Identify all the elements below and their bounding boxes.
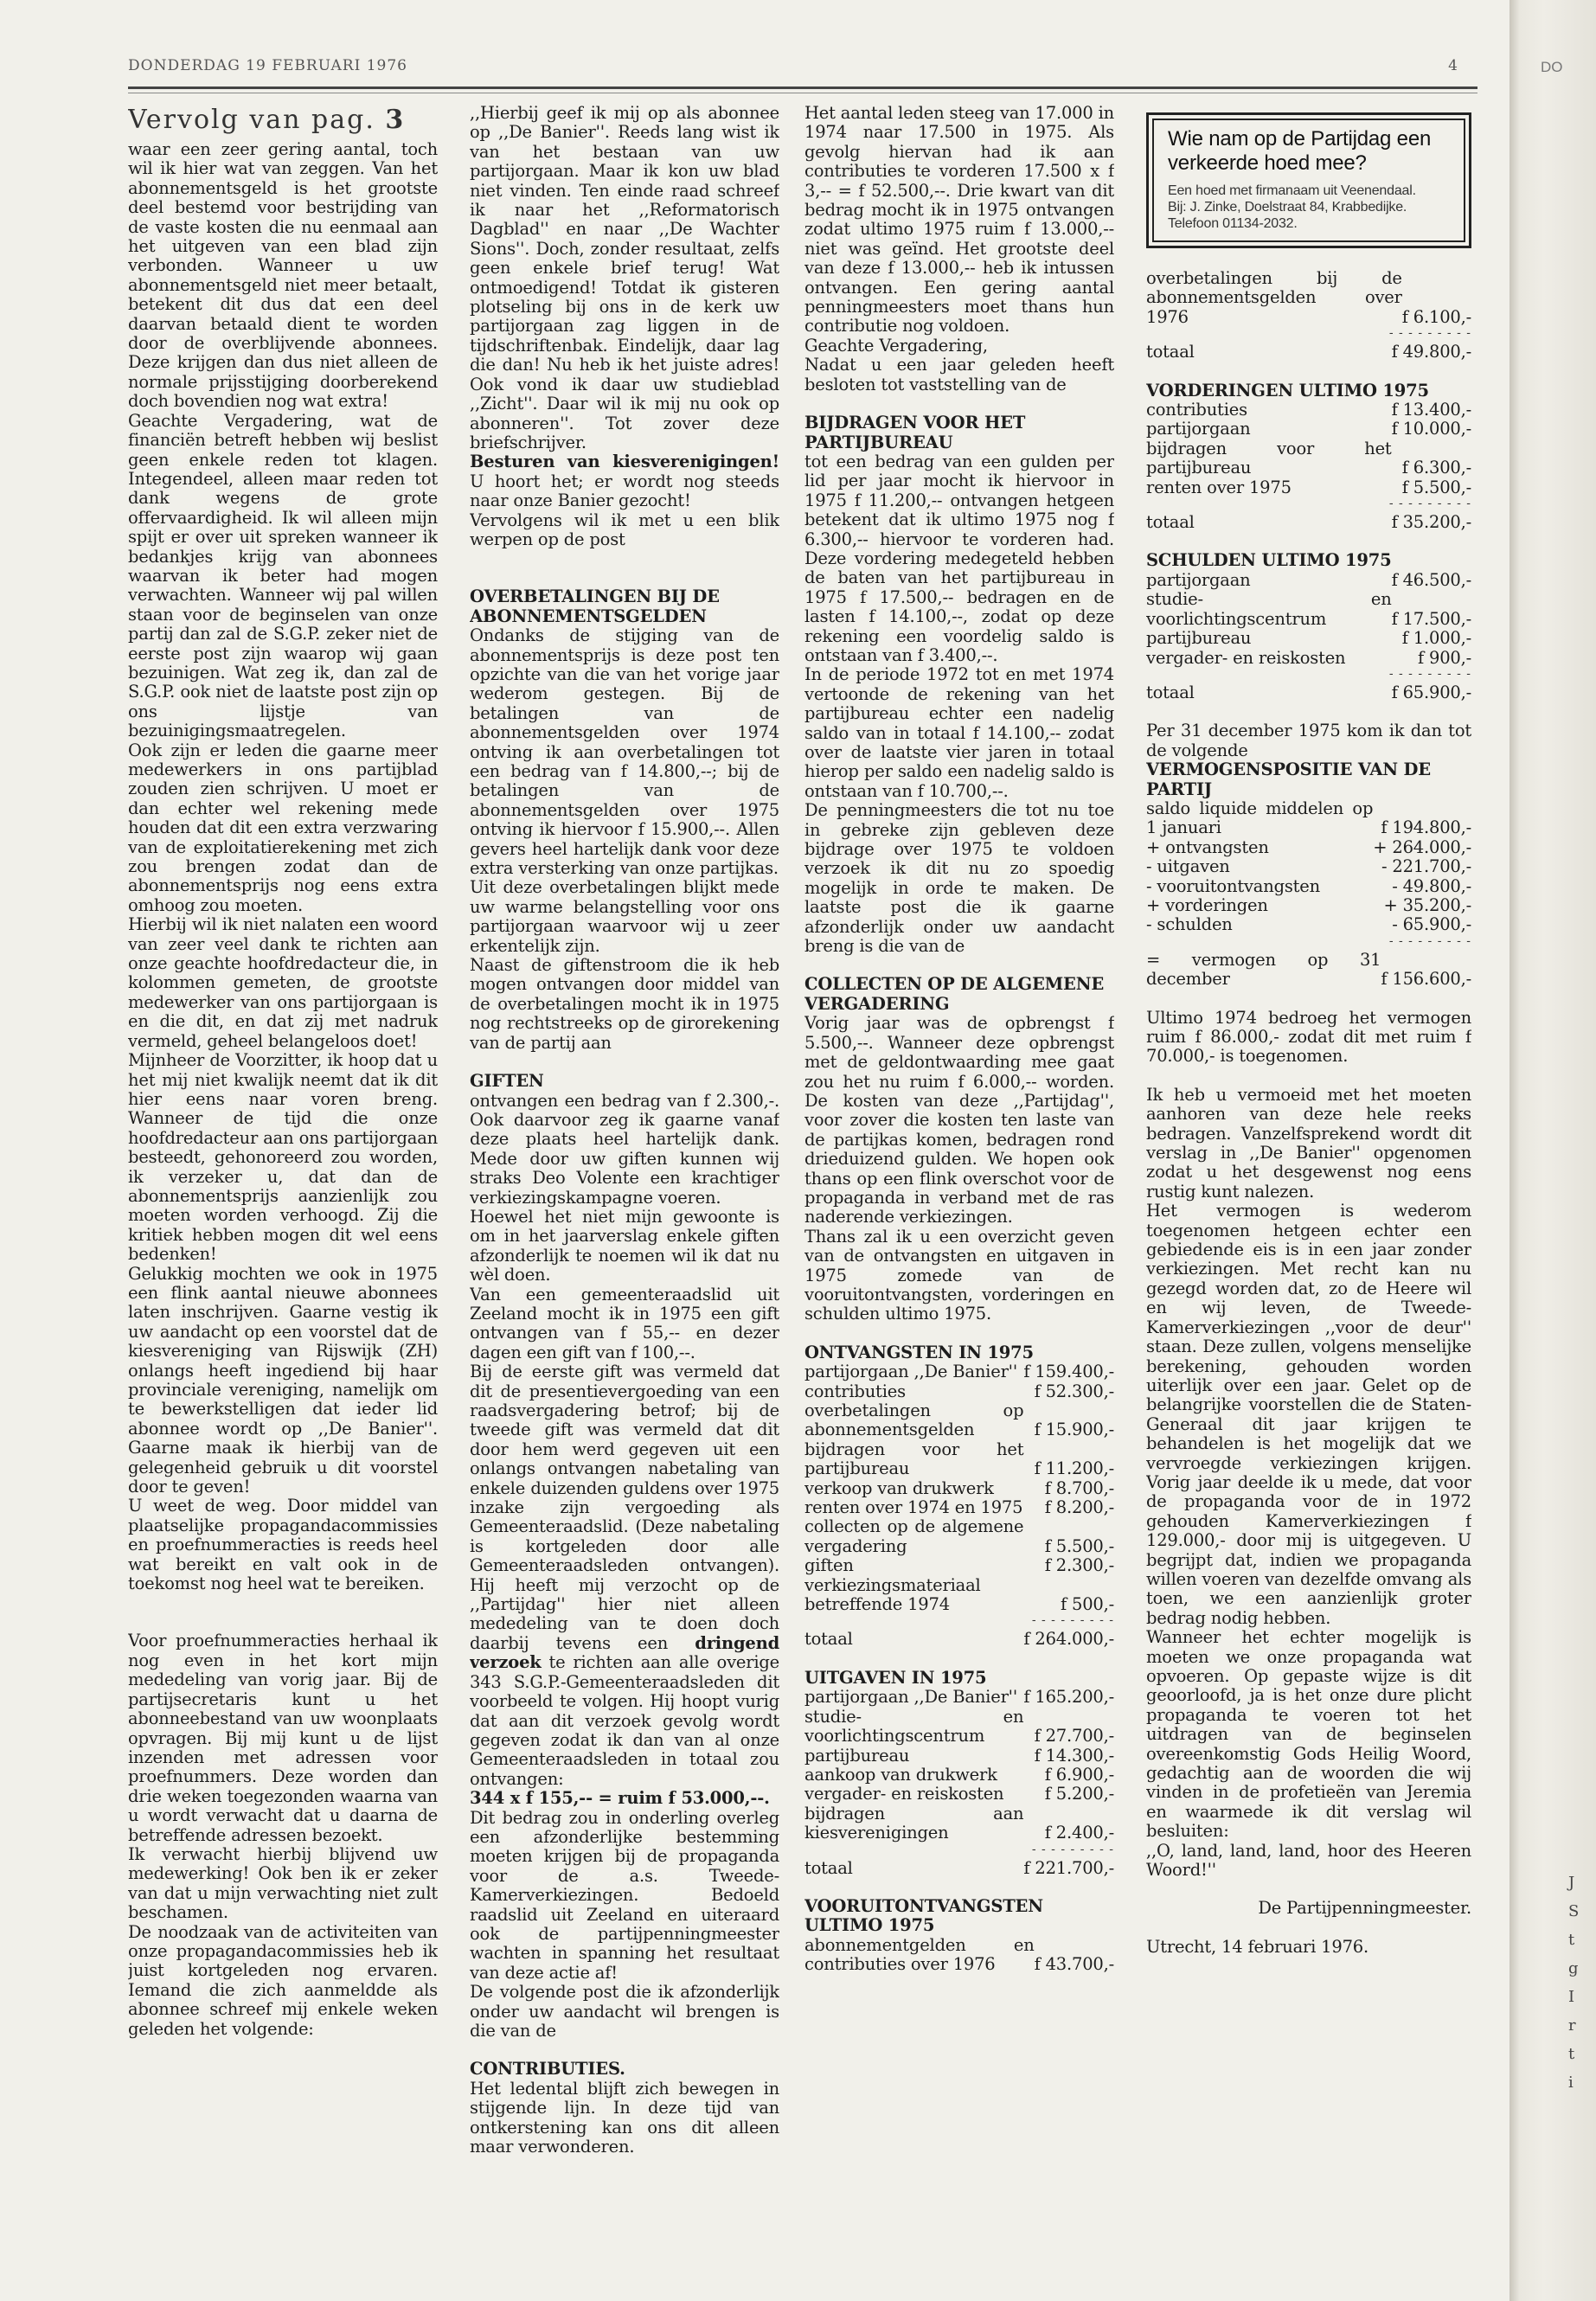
sum-rule: - - - - - - - - - [1388,497,1471,511]
row-label: contributies [1146,400,1247,420]
row-amount: f 8.700,- [1044,1477,1114,1498]
vooruitontvangsten-table: abonnementgelden en contributies over 1976 f 43.700,- [804,1934,1114,1975]
row-label: partijorgaan ,,De Banier'' [804,1687,1018,1708]
row-label: partijbureau [804,1745,910,1766]
row-amount: f 13.400,- [1391,400,1471,420]
uitgaven-table [804,1688,1114,1843]
ontvangsten-row [804,1576,1114,1615]
page-number: 4 [1448,57,1458,74]
uitgaven-row [804,1708,1114,1747]
ontvangsten-row [804,1401,1114,1440]
signature: De Partijpenningmeester. [1258,1898,1471,1919]
row-label: partijorgaan [1146,569,1251,590]
paragraph: Hierbij wil ik niet nalaten een woord van zeer veel dank te richten aan onze geachte hoofdredacteur die, in kolommen gemeten, de grootste medewerker van ons partijorgaan is en die dit, en dat zij met nadruk vermeld, geheel belangeloos doet! [128,914,438,1051]
row-amount: f 10.000,- [1391,419,1471,439]
section-heading-giften: GIFTEN [470,1071,544,1092]
section-heading-uitgaven: UITGAVEN IN 1975 [804,1667,987,1688]
uitgaven-row [804,1747,1114,1766]
row-amount: f 27.700,- [1034,1726,1114,1747]
schulden-row [1146,629,1471,648]
row-label: saldo liquide middelen op 1 januari [1146,798,1374,838]
schulden-row [1146,590,1471,629]
paragraph: Van een gemeenteraadslid uit Zeeland mocht ik in 1975 een gift ontvangen van f 55,-- en dezer dagen een gift van f 100,--. [470,1284,779,1362]
row-amount: f 500,- [1060,1594,1114,1615]
paragraph: Wanneer het echter mogelijk is moeten we onze propaganda wat opvoeren. Op gepaste wijze is dit geoorloofd, ja is het onze dure plicht propaganda te voeren tot het uitdragen van de beginselen overeenkomstig Gods Heilig Woord, gedachtig aan de woorden die wij vinden in de profetieën van Jeremia en waarmede ik dit verslag wil besluiten: [1146,1627,1471,1842]
paragraph: tot een bedrag van een gulden per lid per jaar mocht ik hiervoor in 1975 f 11.200,-- ontvangen hetgeen betekent dat ik ultimo 1975 nog f 6.300,-- hiervoor te vorderen had. Deze vordering medegeteld hebben de baten van het partijbureau in 1975 f 17.500,-- bedragen en de lasten f 14.100,--, zodat op deze rekening een voordelig saldo is ontstaan van f 3.400,--. [804,451,1114,665]
vermogen-row [1146,857,1471,876]
row-label: bijdragen aan kiesverenigingen [804,1803,1024,1843]
ontvangsten-row [804,1362,1114,1381]
uitgaven-row [804,1688,1114,1707]
row-label: vergader- en reiskosten [1146,647,1346,668]
paragraph: Het vermogen is wederom toegenomen hetgeen echter een gebiedende eis is in een jaar zonder verkiezingen. Met recht kan nu gezegd worden dat, zo de Heere wil en wij leven, de Tweede-Kamerverkiezingen ,,voor de deur'' staan. Deze zullen, volgens menselijke berekening, gehouden worden uiterlijk over een jaar. Gelet op de belangrijke voorstellen die de Staten-Generaal dit jaar krijgen te behandelen is het mogelijk dat we vervroegde verkiezingen krijgen. Vorig jaar deelde ik u mede, dat voor de propaganda voor de in 1972 gehouden Kamerverkiezingen f 129.000,- door mij is uitgegeven. U begrijpt dat, indien we propaganda willen voeren van dezelfde omvang als toen, we een aanzienlijk groter bedrag nodig hebben. [1146,1201,1471,1628]
row-amount: f 1.000,- [1401,628,1471,649]
notice-question: Wie nam op de Partijdag een verkeerde hoed mee? [1168,127,1432,175]
vorderingen-row [1146,439,1471,478]
paragraph: Nadat u een jaar geleden heeft besloten tot vaststelling van de [804,355,1114,394]
row-amount: - 49.800,- [1392,875,1471,896]
row-amount: + 264.000,- [1373,836,1471,857]
paragraph: Besturen van kiesverenigingen! U hoort het; er wordt nog steeds naar onze Banier gezocht! [470,452,779,511]
row-amount: f 194.800,- [1381,817,1471,838]
paragraph: Ultimo 1974 bedroeg het vermogen ruim f 86.000,- zodat dit met ruim f 70.000,- is toegenomen. [1146,1007,1471,1067]
uitgaven-total: totaal f 221.700,- [804,1857,1114,1878]
paragraph: In de periode 1972 tot en met 1974 vertoonde de rekening van het partijbureau echter een nadelig saldo van in totaal f 14.100,-- zodat over de laatste vier jaren in totaal hierop per saldo een nadelig saldo is ontstaan van f 10.700,--. [804,664,1114,801]
row-label: studie- en voorlichtingscentrum [804,1706,1024,1747]
page-header [128,54,1477,80]
paragraph: De penningmeesters die tot nu toe in gebreke zijn gebleven deze bijdrage over 1975 te voldoen verzoek ik dit nu zo spoedig mogelijk in orde te maken. De laatste post die ik gaarne afzonderlijk onder uw aandacht breng is die van de [804,800,1114,957]
vermogen-row [1146,896,1471,915]
paragraph: Gelukkig mochten we ook in 1975 een flink aantal nieuwe abonnees laten inschrijven. Gaarne vestig ik uw aandacht op een voorstel dat de kiesvereniging van Rijswijk (ZH) onlangs heeft ingediend bij haar provinciale vereniging, namelijk om te bewerkstelligen dat ieder lid abonnee wordt op ,,De Banier''. Gaarne maak ik hierbij van de gelegenheid gebruik u dit voorstel door te geven! [128,1263,438,1497]
paragraph: waar een zeer gering aantal, toch wil ik hier wat van zeggen. Van het abonnementsgeld is het grootste deel bestemd voor bestrijding van de vaste kosten die nu eenmaal aan het uitgeven van een blad zijn verbonden. Wanneer u uw abonnementsgeld niet meer betaalt, betekent dit dus dat een deel daarvan betaald dient te worden door de overblijvende abonnees. Deze krijgen dan dus niet alleen de normale prijsstijging doorberekend doch bovendien nog wat extra! [128,139,438,412]
row-amount: f 6.300,- [1401,458,1471,478]
row-label: verkoop van drukwerk [804,1477,994,1498]
paragraph: U weet de weg. Door middel van plaatselijke propagandacommissies en proefnummeracties is reeds heel wat bereikt en valt ook in de toekomst nog heel wat te bereiken. [128,1496,438,1594]
next-page-edge [1509,0,1596,2301]
ontvangsten-total: totaal f 264.000,- [804,1629,1114,1650]
header-rule [128,87,1477,89]
row-amount: f 900,- [1417,647,1471,668]
vorderingen-total: totaal f 35.200,- [1146,512,1471,533]
paragraph: Geachte Vergadering, wat de financiën betreft hebben wij beslist geen enkele reden tot klagen. Integendeel, alleen maar reden tot dank wegens de grote offervaardigheid. Ik wil alleen mijn spijt er over uit spreken wanneer ik bedankjes krijg van abonnees waarvan ik beter had mogen verwachten. Wanneer wij pal willen staan voor de beginselen van onze partij dan zal de S.G.P. zeker niet de eerste post zijn waarop wij gaan bezuinigen. Wat zeg ik, dan zal de S.G.P. ook niet de laatste post zijn op ons lijstje van bezuinigingsmaatregelen. [128,410,438,741]
paragraph: De volgende post die ik afzonderlijk onder uw aandacht wil brengen is die van de [470,1982,779,2041]
section-heading-schulden: SCHULDEN ULTIMO 1975 [1146,550,1392,571]
row-label: overbetalingen op abonnementsgelden [804,1400,1024,1440]
next-page-column-letters: J S t g I r t i [1568,1874,1580,2092]
paragraph: Per 31 december 1975 kom ik dan tot de volgende [1146,721,1471,760]
row-label: renten over 1975 [1146,477,1292,497]
vermogen-row [1146,915,1471,934]
paragraph: Voor proefnummeracties herhaal ik nog even in het kort mijn mededeling van vorig jaar. Bij de partijsecretaris kunt u het abonneebestand van uw woonplaats opvragen. Bij mij kunt u de lijst inzenden met adressen voor proefnummers. Deze worden dan drie weken toegezonden waarna van u wordt verwacht dat u daarna de betreffende adressen bezoekt. [128,1631,438,1845]
row-label: partijorgaan ,,De Banier'' [804,1362,1018,1382]
row-label: + vorderingen [1146,894,1268,915]
row-label: contributies [804,1381,906,1401]
ontvangsten-row [804,1479,1114,1498]
notice-line: Een hoed met firmanaam uit Veenendaal. [1168,183,1416,198]
paragraph: De noodzaak van de activiteiten van onze propagandacommissies heb ik juist kortgeleden nog ervaren. Iemand die zich aanmeldde als abonnee schreef mij enkele weken geleden het volgende: [128,1921,438,2039]
paragraph: Ik verwacht hierbij blijvend uw medewerking! Ook ben ik er zeker van dat u mijn verwachting niet zult beschamen. [128,1843,438,1923]
row-amount: f 15.900,- [1034,1420,1114,1440]
issue-date: DONDERDAG 19 FEBRUARI 1976 [128,57,407,74]
continued-kicker: Vervolg van pag. 3 [128,105,406,135]
sum-rule: - - - - - - - - - [1388,326,1471,341]
row-amount: f 5.500,- [1401,477,1471,497]
row-amount: f 2.400,- [1044,1823,1114,1843]
row-amount: f 52.300,- [1034,1381,1114,1401]
row-label: + ontvangsten [1146,836,1269,857]
row-amount: f 17.500,- [1391,608,1471,629]
ontvangsten-row [804,1440,1114,1479]
ontvangsten-row [804,1556,1114,1575]
uitgaven-row [804,1766,1114,1785]
ontvangsten-row [804,1498,1114,1517]
paragraph: Geachte Vergadering, [804,335,988,356]
row-amount: f 5.200,- [1044,1784,1114,1804]
schulden-row [1146,649,1471,668]
column-1 [128,104,438,2284]
sum-rule: - - - - - - - - - [1388,666,1471,681]
sum-rule: - - - - - - - - - [1031,1842,1114,1856]
column-3 [804,104,1114,2284]
paragraph: Vorig jaar was de opbrengst f 5.500,--. Wanneer deze opbrengst met de geldontwaarding mee gaat zou het nu ruim f 6.000,-- worden. De kosten van deze ,,Partijdag'', voor zover die kosten ten laste van de partijkas komen, bedragen rond drieduizend gulden. We hopen ook thans op een flink overschot voor de propaganda in verband met de ras naderende verkiezingen. [804,1013,1114,1227]
paragraph: Thans zal ik u een overzicht geven van de ontvangsten en uitgaven in 1975 zomede van de vooruitontvangsten, vorderingen en schulden ultimo 1975. [804,1226,1114,1324]
row-label: - schulden [1146,914,1233,935]
section-heading-vermogenspositie: VERMOGENSPOSITIE VAN DE PARTIJ [1146,760,1431,799]
sum-rule: - - - - - - - - - [1388,933,1471,948]
row-label: giften [804,1555,854,1576]
ontvangsten-row [804,1517,1114,1556]
row-amount: f 46.500,- [1391,569,1471,590]
row-amount: f 11.200,- [1034,1458,1114,1479]
paragraph: Hoewel het niet mijn gewoonte is om in het jaarverslag enkele giften afzonderlijk te noemen wil ik dat nu wèl doen. [470,1206,779,1285]
schulden-row [1146,571,1471,590]
row-amount: + 35.200,- [1383,894,1471,915]
lost-hat-notice [1146,112,1471,248]
vorderingen-row [1146,478,1471,497]
paragraph: Bij de eerste gift was vermeld dat dit de presentievergoeding van een raadsvergadering betrof; bij de tweede gift was vermeld dat dit door hem werd gegeven uit een onlangs ontvangen nabetaling van enkele duizenden guldens over 1975 inzake zijn vergoeding als Gemeenteraadslid. (Deze nabetaling is kortgeleden door alle Gemeenteraadsleden ontvangen). Hij heeft mij verzocht op de ,,Partijdag'' hier niet alleen mededeling van te doen doch daarbij tevens een dringend verzoek te richten aan alle overige 343 S.G.P.-Gemeenteraadsleden dit voorbeeld te volgen. Hij hoopt vurig dat aan dit verzoek gevolg wordt gegeven zodat ik dan van al onze Gemeenteraadsleden in totaal zou ontvangen: [470,1362,779,1789]
row-amount: f 159.400,- [1023,1362,1114,1382]
paragraph: ontvangen een bedrag van f 2.300,-. Ook daarvoor zeg ik gaarne vanaf deze plaats heel hartelijk dank. Mede door uw giften kunnen wij straks Deo Volente een krachtiger verkiezingskampagne voeren. [470,1090,779,1208]
section-heading-ontvangsten: ONTVANGSTEN IN 1975 [804,1342,1034,1362]
paragraph: Dit bedrag zou in onderling overleg een afzonderlijke bestemming moeten krijgen bij de propaganda voor de a.s. Tweede-Kamerverkiezingen. Bedoeld raadslid uit Zeeland en uiteraard ook de partijpenningmeester wachten in spanning het resultaat van deze actie af! [470,1807,779,1983]
row-label: renten over 1974 en 1975 [804,1497,1023,1518]
row-label: - uitgaven [1146,856,1230,877]
section-heading-collecten: COLLECTEN OP DE ALGEMENE VERGADERING [804,974,1104,1014]
section-heading-vooruitontvangsten: VOORUITONTVANGSTEN ULTIMO 1975 [804,1895,1043,1936]
paragraph: Het aantal leden steeg van 17.000 in 1974 naar 17.500 in 1975. Als gevolg hiervan had ik aan contributies te vorderen 17.500 x f 3,-- = f 52.500,--. Drie kwart van dit bedrag mocht ik in 1975 ontvangen zodat ultimo 1975 ruim f 13.000,-- niet was geïnd. Het grootste deel van deze f 13.000,-- heb ik intussen ontvangen. Een gering aantal penningmeesters moet thans hun contributie nog voldoen. [804,104,1114,336]
paragraph: Naast de giftenstroom die ik heb mogen ontvangen door middel van de overbetalingen mocht ik in 1975 nog rechtstreeks op de girorekening van de partij aan [470,955,779,1053]
paragraph: Mijnheer de Voorzitter, ik hoop dat u het mij niet kwalijk neemt dat ik dit hier eens naar voren breng. Wanneer de tijd die onze hoofdredacteur aan ons partijorgaan besteedt, gehonoreerd zou worden, ik verzeker u, dat dan de abonnementsprijs aanzienlijk zou moeten worden verhoogd. Zij die kritiek hebben mogen dit wel eens bedenken! [128,1050,438,1265]
row-amount: - 221.700,- [1381,856,1471,877]
vermogen-row [1146,799,1471,838]
row-label: partijorgaan [1146,419,1251,439]
column-4 [1146,104,1471,2284]
vorderingen-table [1146,401,1471,497]
section-heading-bijdragen: BIJDRAGEN VOOR HET PARTIJBUREAU [804,413,1026,452]
overbetalingen-1976: overbetalingen bij de abonnementsgelden over 1976 f 6.100,- [1146,268,1471,327]
vermogen-row [1146,838,1471,857]
row-label: studie- en voorlichtingscentrum [1146,589,1392,629]
vermogen-table [1146,799,1471,935]
row-label: - vooruitontvangsten [1146,875,1320,896]
ontvangsten-row [804,1382,1114,1401]
row-amount: - 65.900,- [1392,914,1471,935]
row-amount: f 165.200,- [1023,1687,1114,1708]
row-amount: f 2.300,- [1044,1555,1114,1576]
column-2 [470,104,779,2284]
row-label: vergader- en reiskosten [804,1784,1004,1804]
section-heading-contributies: CONTRIBUTIES. [470,2059,625,2080]
paragraph: Ik heb u vermoeid met het moeten aanhoren van deze hele reeks bedragen. Vanzelfsprekend wordt dit verslag in ,,De Banier'' opgenomen zodat u het desgewenst nog eens rustig kunt nalezen. [1146,1084,1471,1202]
vermogen-total: = vermogen op 31 december f 156.600,- [1146,949,1471,990]
ontvangsten-table [804,1362,1114,1614]
vorderingen-row [1146,420,1471,439]
row-label: bijdragen voor het partijbureau [1146,438,1392,478]
row-label: partijbureau [1146,628,1252,649]
row-label: bijdragen voor het partijbureau [804,1439,1024,1479]
row-label: collecten op de algemene vergadering [804,1516,1024,1556]
paragraph: Het ledental blijft zich bewegen in stijgende lijn. In deze tijd van ontkerstening kan ons dit alleen maar verwonderen. [470,2078,779,2157]
paragraph: Ook zijn er leden die gaarne meer medewerkers in ons partijblad zouden zien schrijven. U moet er dan echter wel rekening mede houden dat dit een extra verzwaring van de exploitatierekening met zich zou brengen zodat dan de abonnementsprijs nog eens extra omhoog zou moeten. [128,740,438,915]
paragraph: ,,Hierbij geef ik mij op als abonnee op ,,De Banier''. Reeds lang wist ik van het bestaan van uw partijorgaan. Maar ik kon uw blad niet vinden. Ten einde raad schreef ik naar het ,,Reformatorisch Dagblad'' en naar ,,De Wachter Sions''. Doch, zonder resultaat, zelfs geen enkele brief terug! Wat ontmoedigend! Totdat ik gisteren plotseling bij ons in de kerk uw partijorgaan zag liggen in de tijdschriftenbak. Eindelijk, daar lag die dan! Nu heb ik het juiste adres! Ook vond ik daar uw studieblad ,,Zicht''. Daar wil ik mij nu ook op abonneren''. Tot zover deze briefschrijver. [470,104,779,452]
row-amount: f 8.200,- [1044,1497,1114,1518]
section-heading-vorderingen: VORDERINGEN ULTIMO 1975 [1146,380,1429,401]
notice-line: Telefoon 01134-2032. [1168,216,1298,231]
paragraph: Uit deze overbetalingen blijkt mede uw warme belangstelling voor ons partijorgaan waarvoor wij u zeer erkentelijk zijn. [470,877,779,956]
row-label: aankoop van drukwerk [804,1764,997,1785]
calculation: 344 x f 155,-- = ruim f 53.000,--. [470,1788,770,1809]
paragraph: Vervolgens wil ik met u een blik werpen op de post [470,510,779,549]
row-amount: f 5.500,- [1044,1535,1114,1556]
sum-rule: - - - - - - - - - [1031,1613,1114,1628]
row-amount: f 6.900,- [1044,1764,1114,1785]
row-amount: f 14.300,- [1034,1745,1114,1766]
row-label: verkiezingsmateriaal betreffende 1974 [804,1574,981,1615]
notice-line: Bij: J. Zinke, Doelstraat 84, Krabbedijke. [1168,200,1407,215]
vermogen-row [1146,877,1471,896]
uitgaven-row [804,1804,1114,1843]
uitgaven-row [804,1785,1114,1804]
next-page-header: DO [1541,59,1563,75]
paragraph: Ondanks de stijging van de abonnementsprijs is deze post ten opzichte van die van het vorige jaar wederom gestegen. Bij de betalingen van de abonnementsgelden over 1974 ontving ik aan overbetalingen tot een bedrag van f 14.800,--; bij de betalingen van de abonnementsgelden over 1975 ontving ik hiervoor f 15.900,--. Allen gevers heel hartelijk dank voor deze extra versterking van onze partijkas. [470,625,779,879]
vooruitontvangsten-total: totaal f 49.800,- [1146,342,1471,362]
section-heading-overbetalingen: OVERBETALINGEN BIJ DE ABONNEMENTSGELDEN [470,586,720,626]
schulden-table [1146,571,1471,668]
place-date: Utrecht, 14 februari 1976. [1146,1936,1368,1957]
vorderingen-row [1146,401,1471,420]
schulden-total: totaal f 65.900,- [1146,682,1471,702]
closing-quote: ,,O, land, land, land, hoor des Heeren Woord!'' [1146,1840,1471,1881]
